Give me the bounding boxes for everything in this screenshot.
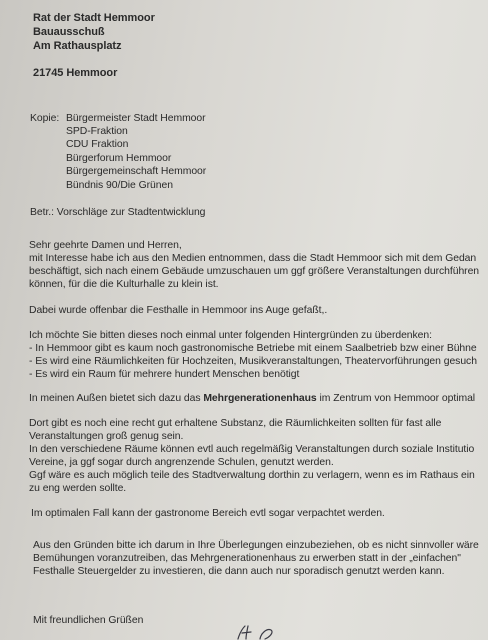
paragraph-line: Veranstaltungen groß genug sein. <box>29 431 184 442</box>
copy-label: Kopie: <box>30 113 60 124</box>
paragraph-line: Festhalle Steuergelder zu investieren, die dann auch nur sporadisch genutzt werden kann. <box>33 566 445 577</box>
paragraph-line: Ggf wäre es auch möglich teile des Stadtverwaltung dorthin zu verlagern, wenn es im Rathaus ein <box>29 470 475 481</box>
paragraph-line: Aus den Gründen bitte ich darum in Ihre Überlegungen einzubeziehen, ob es nicht sinnvoller wäre <box>33 540 479 551</box>
paragraph-line: Im optimalen Fall kann der gastronome Bereich evtl sogar verpachtet werden. <box>31 508 385 519</box>
highlighted-term: Mehrgenerationenhaus <box>203 393 317 404</box>
list-item: - Es wird ein Raum für mehrere hundert Menschen benötigt <box>29 369 300 380</box>
recipient-name: Rat der Stadt Hemmoor <box>33 12 155 24</box>
copy-item: SPD-Fraktion <box>66 126 128 137</box>
paragraph-line <box>29 393 475 405</box>
list-item: - In Hemmoor gibt es kaum noch gastronomische Betriebe mit einem Saalbetrieb bzw einer Bühne <box>29 343 477 354</box>
signature-scribble <box>234 622 294 640</box>
paragraph-line: In den verschiedene Räume können evtl auch regelmäßig Veranstaltungen durch soziale Institutio <box>29 444 475 455</box>
copy-item: Bürgermeister Stadt Hemmoor <box>66 113 206 124</box>
list-item: - Es wird eine Räumlichkeiten für Hochzeiten, Musikveranstaltungen, Theatervorführungen gesuch <box>29 356 477 367</box>
paragraph-line: beschäftigt, sich nach einem Gebäude umzuschauen um ggf größere Veranstaltungen durchführen <box>29 266 480 277</box>
paragraph-line: Dort gibt es noch eine recht gut erhaltene Substanz, die Räumlichkeiten sollten für fast alle <box>29 418 442 429</box>
paragraph-line: können, für die die Kulturhalle zu klein ist. <box>29 279 219 290</box>
closing: Mit freundlichen Grüßen <box>33 615 144 626</box>
salutation: Sehr geehrte Damen und Herren, <box>29 240 182 251</box>
paragraph-line: zu eng werden sollte. <box>29 483 127 494</box>
paragraph-line: Bemühungen voranzutreiben, das Mehrgenerationenhaus zu erwerben statt in der „einfachen" <box>33 553 461 564</box>
copy-item: CDU Fraktion <box>66 139 129 150</box>
paragraph-line: mit Interesse habe ich aus den Medien entnommen, dass die Stadt Hemmoor sich mit dem Gedan <box>29 253 477 264</box>
paragraph-line: Ich möchte Sie bitten dieses noch einmal unter folgenden Hintergründen zu überdenken: <box>29 330 432 341</box>
copy-item: Bündnis 90/Die Grünen <box>66 180 173 191</box>
recipient-city: 21745 Hemmoor <box>33 67 118 79</box>
paragraph-text: In meinen Außen bietet sich dazu das <box>29 393 204 404</box>
paragraph-line: Dabei wurde offenbar die Festhalle in Hemmoor ins Auge gefaßt,. <box>29 305 328 316</box>
subject-line: Betr.: Vorschläge zur Stadtentwicklung <box>30 207 206 218</box>
paragraph-text: im Zentrum von Hemmoor optimal <box>316 393 476 404</box>
copy-item: Bürgergemeinschaft Hemmoor <box>66 166 207 177</box>
recipient-street: Am Rathausplatz <box>33 40 122 52</box>
paragraph-line: Vereine, ja ggf sogar durch angrenzende Schulen, genutzt werden. <box>29 457 334 468</box>
recipient-committee: Bauausschuß <box>33 26 105 38</box>
copy-item: Bürgerforum Hemmoor <box>66 153 172 164</box>
